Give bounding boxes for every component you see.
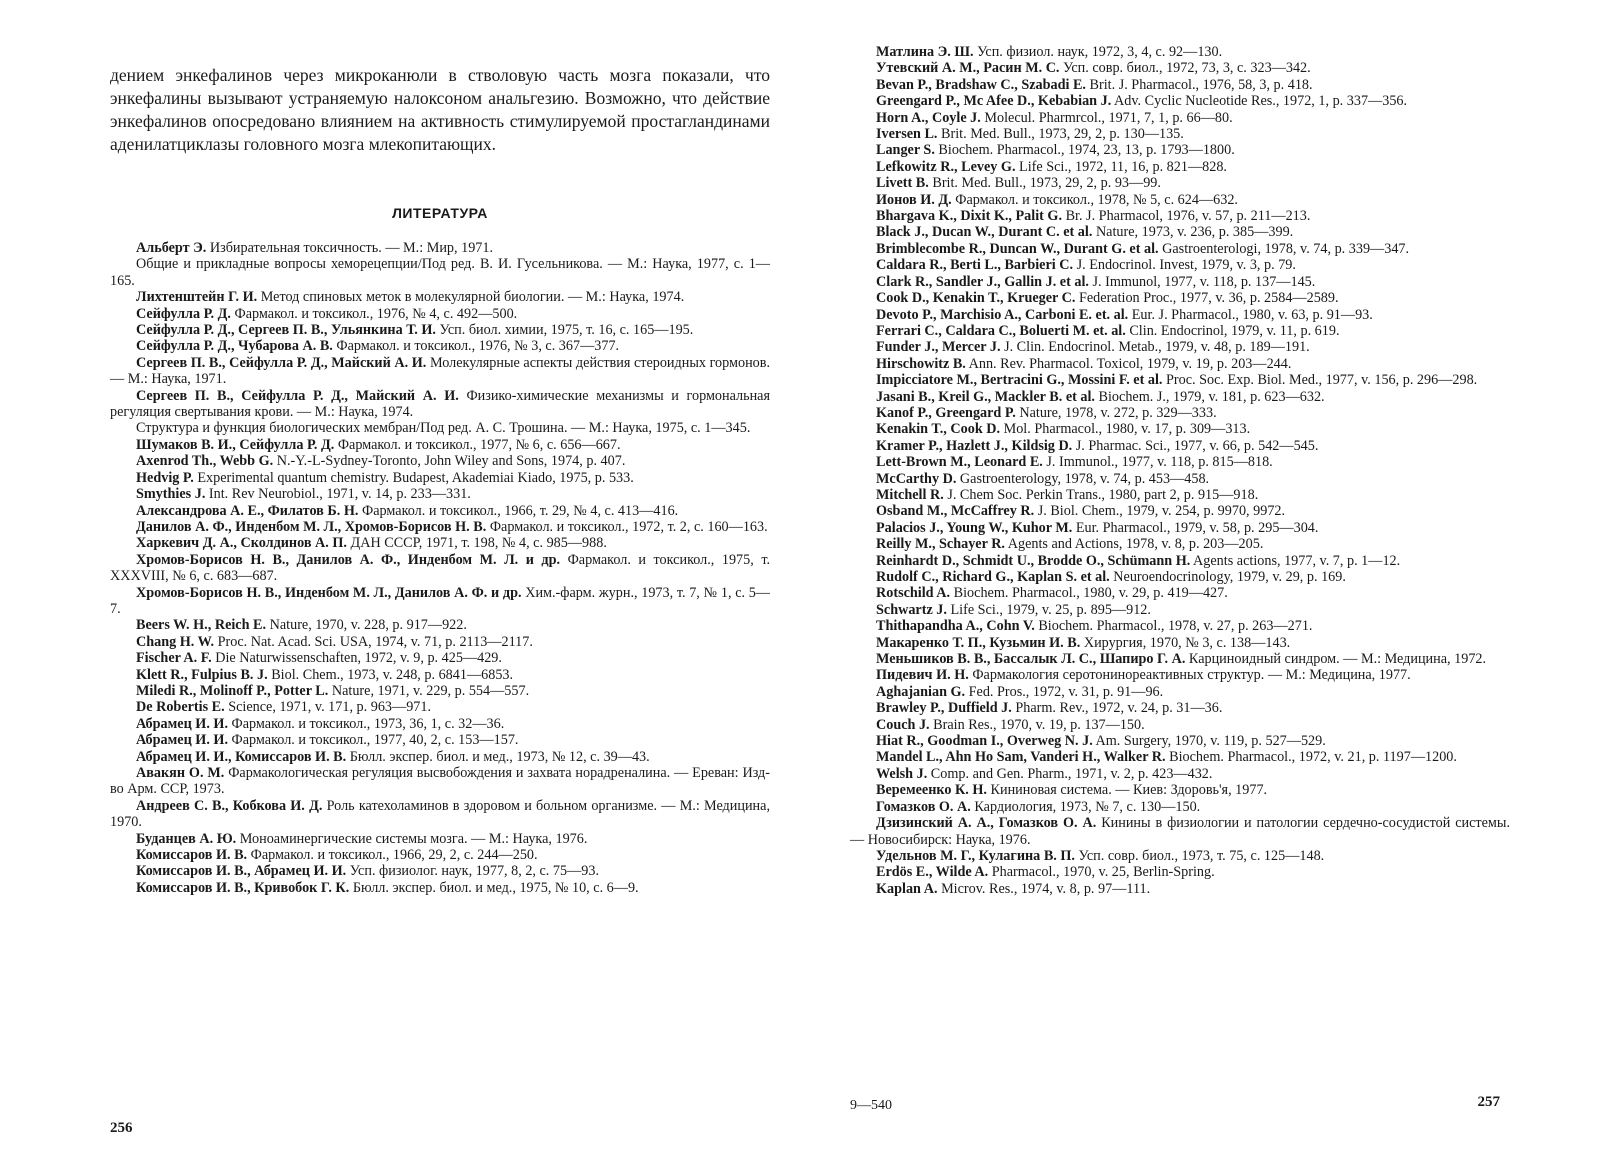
reference-details: Science, 1971, v. 171, p. 963—971. <box>224 699 432 716</box>
reference-authors: Буданцев А. Ю. <box>136 830 237 847</box>
reference-entry <box>110 437 770 453</box>
reference-entry <box>850 749 1510 765</box>
reference-entry <box>850 405 1510 421</box>
reference-entry <box>110 240 770 256</box>
reference-entry <box>850 602 1510 618</box>
reference-authors: Лихтенштейн Г. И. <box>136 289 258 306</box>
reference-authors: Андреев С. В., Кобкова И. Д. <box>136 797 323 814</box>
reference-details: Gastroenterologi, 1978, v. 74, p. 339—347. <box>1158 240 1410 257</box>
reference-entry <box>850 323 1510 339</box>
reference-authors: Osband M., McCaffrey R. <box>876 503 1035 520</box>
reference-authors: Kanof P., Greengard P. <box>876 404 1016 421</box>
reference-details: Кинины в физиологии и патологии сердечно-сосудистой системы. — Новосибирск: Наука, 1976. <box>850 815 1510 848</box>
reference-entry <box>850 717 1510 733</box>
reference-authors: Сергеев П. В., Сейфулла Р. Д., Майский А. И. <box>136 387 459 404</box>
reference-entry <box>110 798 770 831</box>
reference-authors: Welsh J. <box>876 765 928 782</box>
reference-authors: Kaplan A. <box>876 880 938 897</box>
reference-authors: Bevan P., Bradshaw C., Szabadi E. <box>876 76 1086 93</box>
reference-entry <box>850 438 1510 454</box>
reference-entry <box>110 486 770 502</box>
reference-details: Nature, 1978, v. 272, p. 329—333. <box>1015 404 1217 421</box>
reference-authors: Харкевич Д. А., Сколдинов А. П. <box>136 535 347 552</box>
reference-details: Метод спиновых меток в молекулярной биологии. — М.: Наука, 1974. <box>257 289 685 306</box>
reference-details: Biochem. Pharmacol., 1972, v. 21, p. 1197—1200. <box>1165 749 1457 766</box>
reference-entry <box>110 470 770 486</box>
reference-entry <box>850 848 1510 864</box>
reference-authors: Livett B. <box>876 175 929 192</box>
reference-authors: Beers W. H., Reich E. <box>136 617 267 634</box>
page-number-left: 256 <box>110 1120 133 1136</box>
reference-authors: Brimblecombe R., Duncan W., Durant G. et al. <box>876 240 1159 257</box>
reference-details: J. Pharmac. Sci., 1977, v. 66, p. 542—545. <box>1072 437 1319 454</box>
reference-entry <box>110 535 770 551</box>
reference-authors: Palacios J., Young W., Kuhor M. <box>876 519 1073 536</box>
reference-authors: Couch J. <box>876 716 930 733</box>
reference-entry <box>110 519 770 535</box>
reference-details: Хим.-фарм. журн., 1973, т. 7, № 1, с. 5—7. <box>110 584 770 617</box>
reference-authors: Сейфулла Р. Д. <box>136 305 231 322</box>
reference-details: Структура и функция биологических мембран/Под ред. А. С. Трошина. — М.: Наука, 1975, с. 1—345. <box>136 420 751 437</box>
reference-details: Agents actions, 1977, v. 7, p. 1—12. <box>1190 552 1401 569</box>
reference-entry <box>850 142 1510 158</box>
reference-entry <box>110 765 770 798</box>
reference-entry <box>850 487 1510 503</box>
reference-entry <box>850 44 1510 60</box>
reference-details: Фармакол. и токсикол., 1976, № 4, с. 492—500. <box>230 305 518 322</box>
reference-authors: Сейфулла Р. Д., Сергеев П. В., Ульянкина Т. И. <box>136 322 436 339</box>
reference-details: Proc. Nat. Acad. Sci. USA, 1974, v. 71, p. 2113—2117. <box>214 633 533 650</box>
reference-authors: Horn A., Coyle J. <box>876 109 981 126</box>
reference-list-left <box>110 240 770 896</box>
reference-details: J. Chem Soc. Perkin Trans., 1980, part 2, p. 915—918. <box>943 486 1259 503</box>
reference-details: Experimental quantum chemistry. Budapest, Akademiai Kiado, 1975, p. 533. <box>193 469 634 486</box>
reference-authors: Black J., Ducan W., Durant C. et al. <box>876 224 1093 241</box>
reference-details: Роль катехоламинов в здоровом и больном организме. — М.: Медицина, 1970. <box>110 797 770 831</box>
reference-details: Br. J. Pharmacol, 1976, v. 57, p. 211—213. <box>1062 208 1311 225</box>
reference-authors: Комиссаров И. В. <box>136 847 248 864</box>
reference-authors: Сергеев П. В., Сейфулла Р. Д., Майский А. И. <box>136 354 427 371</box>
reference-details: Фармакол. и токсикол., 1978, № 5, с. 624—632. <box>951 191 1238 208</box>
reference-details: Fed. Pros., 1972, v. 31, p. 91—96. <box>965 683 1164 700</box>
reference-entry <box>850 799 1510 815</box>
reference-entry <box>110 667 770 683</box>
reference-entry <box>850 815 1510 848</box>
reference-details: Life Sci., 1979, v. 25, p. 895—912. <box>946 601 1151 618</box>
reference-list-right <box>850 44 1510 897</box>
reference-authors: Bhargava K., Dixit K., Palit G. <box>876 208 1063 225</box>
reference-details: Фармакол. и токсикол., 1973, 36, 1, с. 32—36. <box>228 715 505 732</box>
reference-entry <box>850 241 1510 257</box>
reference-authors: Miledi R., Molinoff P., Potter L. <box>136 682 329 699</box>
reference-details: Nature, 1973, v. 236, p. 385—399. <box>1092 224 1294 241</box>
reference-authors: Утевский А. М., Расин М. С. <box>876 60 1060 77</box>
reference-details: Фармакол. и токсикол., 1975, т. XXXVIII, № 6, с. 683—687. <box>110 551 770 585</box>
reference-authors: Сейфулла Р. Д., Чубарова А. В. <box>136 338 333 355</box>
reference-details: Фармакологическая регуляция высвобождения и захвата норадреналина. — Ереван: Изд-во Арм. ССР, 1973. <box>110 765 770 798</box>
reference-authors: Greengard P., Mc Afee D., Kebabian J. <box>876 93 1112 110</box>
reference-authors: Абрамец И. И. <box>136 732 228 749</box>
reference-entry <box>110 617 770 633</box>
reference-details: Die Naturwissenschaften, 1972, v. 9, p. 425—429. <box>211 650 502 667</box>
reference-authors: Абрамец И. И., Комиссаров И. В. <box>136 748 347 765</box>
left-page <box>110 0 770 1176</box>
reference-details: Microv. Res., 1974, v. 8, p. 97—111. <box>937 880 1151 897</box>
reference-details: Brit. J. Pharmacol., 1976, 58, 3, p. 418. <box>1085 76 1313 93</box>
reference-entry <box>110 289 770 305</box>
reference-entry <box>110 503 770 519</box>
reference-entry <box>850 503 1510 519</box>
reference-entry <box>110 749 770 765</box>
reference-details: Neuroendocrinology, 1979, v. 29, p. 169. <box>1109 569 1346 585</box>
reference-details: Усп. физиол. наук, 1972, 3, 4, с. 92—130. <box>973 44 1223 60</box>
reference-details: Int. Rev Neurobiol., 1971, v. 14, p. 233—331. <box>205 486 471 503</box>
reference-authors: Langer S. <box>876 142 935 159</box>
reference-entry <box>850 356 1510 372</box>
reference-authors: Веремеенко К. Н. <box>876 782 987 799</box>
reference-entry <box>850 766 1510 782</box>
reference-authors: Devoto P., Marchisio A., Carboni E. et. al. <box>876 306 1129 323</box>
reference-details: Молекулярные аспекты действия стероидных гормонов. — М.: Наука, 1971. <box>110 354 771 388</box>
reference-entry <box>110 256 770 289</box>
reference-authors: Reinhardt D., Schmidt U., Brodde O., Schümann H. <box>876 552 1191 569</box>
reference-details: Кардиология, 1973, № 7, с. 130—150. <box>970 798 1201 815</box>
reference-details: Фармакол. и токсикол., 1976, № 3, с. 367—377. <box>332 338 620 355</box>
reference-authors: Rotschild A. <box>876 585 951 602</box>
reference-details: Хирургия, 1970, № 3, с. 138—143. <box>1080 634 1291 651</box>
reference-authors: Thithapandha A., Cohn V. <box>876 618 1035 635</box>
reference-details: Pharm. Rev., 1972, v. 24, p. 31—36. <box>1011 700 1223 717</box>
reference-authors: Brawley P., Duffield J. <box>876 700 1012 717</box>
reference-entry <box>850 782 1510 798</box>
reference-entry <box>850 274 1510 290</box>
reference-entry <box>850 224 1510 240</box>
reference-entry <box>850 700 1510 716</box>
reference-authors: Комиссаров И. В., Абрамец И. И. <box>136 863 347 880</box>
reference-authors: McCarthy D. <box>876 470 957 487</box>
reference-entry <box>850 110 1510 126</box>
reference-entry <box>850 471 1510 487</box>
reference-authors: Jasani B., Kreil G., Mackler B. et al. <box>876 388 1095 405</box>
intro-paragraph: дением энкефалинов через микроканюли в стволовую часть мозга показали, что энкефалины вызывают устраняемую налоксоном анальгезию. Возможно, что действие энкефалинов опосредовано влиянием на активность стимулируемой простагландинами аденилатциклазы головного мозга млекопитающих. <box>110 65 770 154</box>
reference-entry <box>110 831 770 847</box>
reference-entry <box>850 192 1510 208</box>
reference-details: Избирательная токсичность. — М.: Мир, 1971. <box>206 240 494 256</box>
reference-details: J. Endocrinol. Invest, 1979, v. 3, p. 79. <box>1073 257 1296 274</box>
references-heading: ЛИТЕРАТУРА <box>392 205 488 221</box>
reference-details: J. Immunol., 1977, v. 118, p. 815—818. <box>1042 454 1273 471</box>
reference-details: Усп. совр. биол., 1973, т. 75, с. 125—148. <box>1074 847 1325 864</box>
reference-details: Ann. Rev. Pharmacol. Toxicol, 1979, v. 19, p. 203—244. <box>965 355 1292 372</box>
reference-authors: Шумаков В. И., Сейфулла Р. Д. <box>136 436 335 453</box>
reference-entry <box>850 864 1510 880</box>
reference-entry <box>850 339 1510 355</box>
reference-entry <box>110 683 770 699</box>
reference-details: Фармакол. и токсикол., 1966, т. 29, № 4, с. 413—416. <box>358 502 679 519</box>
reference-authors: Матлина Э. Ш. <box>876 44 974 60</box>
reference-entry <box>850 635 1510 651</box>
reference-details: Biochem. J., 1979, v. 181, p. 623—632. <box>1094 388 1325 405</box>
reference-entry <box>850 651 1510 667</box>
reference-details: Biochem. Pharmacol., 1978, v. 27, p. 263—271. <box>1034 618 1313 635</box>
reference-entry <box>110 453 770 469</box>
reference-authors: Удельнов М. Г., Кулагина В. П. <box>876 847 1075 864</box>
reference-entry <box>110 420 770 436</box>
reference-details: Кининовая система. — Киев: Здоровь'я, 1977. <box>986 782 1268 799</box>
reference-entry <box>110 732 770 748</box>
reference-entry <box>850 93 1510 109</box>
reference-details: Фармакол. и токсикол., 1966, 29, 2, с. 244—250. <box>247 847 538 864</box>
reference-authors: Хромов-Борисов Н. В., Инденбом М. Л., Данилов А. Ф. и др. <box>136 584 522 601</box>
reference-details: J. Immunol, 1977, v. 118, p. 137—145. <box>1088 273 1316 290</box>
reference-details: Am. Surgery, 1970, v. 119, p. 527—529. <box>1092 733 1326 750</box>
reference-entry <box>850 585 1510 601</box>
reference-entry <box>110 388 770 421</box>
reference-entry <box>110 847 770 863</box>
reference-entry <box>110 716 770 732</box>
reference-authors: Абрамец И. И. <box>136 715 228 732</box>
reference-entry <box>850 881 1510 897</box>
reference-authors: Mitchell R. <box>876 486 944 503</box>
reference-authors: Lett-Brown M., Leonard E. <box>876 454 1043 471</box>
reference-details: Adv. Cyclic Nucleotide Res., 1972, 1, p. 337—356. <box>1111 93 1408 110</box>
reference-entry <box>850 684 1510 700</box>
reference-details: Фармакол. и токсикол., 1977, 40, 2, с. 153—157. <box>228 732 519 749</box>
reference-entry <box>850 60 1510 76</box>
reference-authors: Альберт Э. <box>136 240 207 256</box>
reference-details: ДАН СССР, 1971, т. 198, № 4, с. 985—988. <box>346 535 607 552</box>
reference-entry <box>850 77 1510 93</box>
reference-details: Nature, 1971, v. 229, p. 554—557. <box>328 682 530 699</box>
reference-authors: Пидевич И. Н. <box>876 667 969 684</box>
reference-details: J. Clin. Endocrinol. Metab., 1979, v. 48, p. 189—191. <box>1000 339 1310 356</box>
reference-details: Federation Proc., 1977, v. 36, p. 2584—2589. <box>1075 290 1339 307</box>
page-number-right: 257 <box>1477 1094 1500 1110</box>
reference-details: Brit. Med. Bull., 1973, 29, 2, p. 130—135. <box>937 126 1184 143</box>
reference-details: Pharmacol., 1970, v. 25, Berlin-Spring. <box>988 864 1215 881</box>
reference-entry <box>850 667 1510 683</box>
reference-authors: Ионов И. Д. <box>876 191 952 208</box>
reference-details: Agents and Actions, 1978, v. 8, p. 203—205. <box>1004 536 1264 553</box>
reference-details: Общие и прикладные вопросы хеморецепции/Под ред. В. И. Гусельникова. — М.: Наука, 1977, с. 1—165. <box>110 256 770 289</box>
reference-entry <box>110 699 770 715</box>
reference-entry <box>850 290 1510 306</box>
reference-entry <box>110 880 770 896</box>
reference-details: Усп. физиолог. наук, 1977, 8, 2, с. 75—93. <box>346 863 600 880</box>
reference-authors: Chang H. W. <box>136 633 215 650</box>
reference-authors: Kenakin T., Cook D. <box>876 421 1001 438</box>
reference-entry <box>850 307 1510 323</box>
reference-details: Физико-химические механизмы и гормональная регуляция свертывания крови. — М.: Наука, 1974. <box>110 387 770 421</box>
reference-authors: Cook D., Kenakin T., Krueger C. <box>876 290 1076 307</box>
reference-authors: Clark R., Sandler J., Gallin J. et al. <box>876 273 1089 290</box>
reference-entry <box>850 126 1510 142</box>
reference-entry <box>110 322 770 338</box>
reference-authors: Комиссаров И. В., Кривобок Г. К. <box>136 879 350 896</box>
reference-details: Nature, 1970, v. 228, p. 917—922. <box>266 617 467 634</box>
reference-details: Mol. Pharmacol., 1980, v. 17, p. 309—313. <box>1000 421 1251 438</box>
reference-authors: Данилов А. Ф., Инденбом М. Л., Хромов-Борисов Н. В. <box>136 518 487 535</box>
reference-entry <box>110 634 770 650</box>
reference-authors: Макаренко Т. П., Кузьмин И. В. <box>876 634 1081 651</box>
reference-entry <box>110 650 770 666</box>
reference-authors: Дзизинский А. А., Гомазков О. А. <box>876 815 1097 832</box>
reference-details: Фармакол. и токсикол., 1977, № 6, с. 656—667. <box>334 436 621 453</box>
reference-authors: Lefkowitz R., Levey G. <box>876 158 1016 175</box>
reference-authors: Impicciatore M., Bertracini G., Mossini F. et al. <box>876 372 1163 389</box>
reference-authors: Меньшиков В. В., Бассалык Л. С., Шапиро Г. А. <box>876 651 1186 668</box>
reference-authors: Mandel L., Ahn Ho Sam, Vanderi H., Walker R. <box>876 749 1166 766</box>
reference-details: Proc. Soc. Exp. Biol. Med., 1977, v. 156, p. 296—298. <box>1162 372 1478 389</box>
reference-entry <box>850 536 1510 552</box>
reference-details: Усп. биол. химии, 1975, т. 16, с. 165—195. <box>435 322 694 339</box>
reference-details: Biochem. Pharmacol., 1974, 23, 13, p. 1793—1800. <box>934 142 1235 159</box>
reference-details: Усп. совр. биол., 1972, 73, 3, с. 323—342. <box>1059 60 1311 77</box>
reference-entry <box>850 175 1510 191</box>
reference-details: Карциноидный синдром. — М.: Медицина, 1972. <box>1185 651 1487 668</box>
reference-details: Бюлл. экспер. биол. и мед., 1975, № 10, с. 6—9. <box>349 879 639 896</box>
reference-details: Eur. Pharmacol., 1979, v. 58, p. 295—304. <box>1072 519 1319 536</box>
reference-authors: Axenrod Th., Webb G. <box>136 453 274 470</box>
reference-authors: Erdös E., Wilde A. <box>876 864 989 881</box>
reference-authors: Iversen L. <box>876 126 938 143</box>
reference-entry <box>850 159 1510 175</box>
reference-entry <box>850 569 1510 585</box>
reference-entry <box>110 306 770 322</box>
reference-entry <box>110 552 770 585</box>
right-page <box>850 0 1510 1176</box>
reference-entry <box>110 863 770 879</box>
reference-entry <box>850 372 1510 388</box>
reference-details: Моноаминергические системы мозга. — М.: Наука, 1976. <box>236 830 588 847</box>
reference-details: Biol. Chem., 1973, v. 248, p. 6841—6853. <box>267 666 514 683</box>
reference-details: Clin. Endocrinol, 1979, v. 11, p. 619. <box>1125 322 1340 339</box>
reference-authors: Caldara R., Berti L., Barbieri C. <box>876 257 1074 274</box>
reference-authors: Aghajanian G. <box>876 683 966 700</box>
reference-authors: Rudolf C., Richard G., Kaplan S. et al. <box>876 569 1110 585</box>
reference-authors: Schwartz J. <box>876 601 947 618</box>
reference-authors: Funder J., Mercer J. <box>876 339 1001 356</box>
reference-authors: Авакян О. М. <box>136 765 225 781</box>
reference-entry <box>850 208 1510 224</box>
reference-details: Бюлл. экспер. биол. и мед., 1973, № 12, с. 39—43. <box>346 748 650 765</box>
reference-authors: Ferrari C., Caldara C., Boluerti M. et. al. <box>876 322 1126 339</box>
reference-details: Brit. Med. Bull., 1973, 29, 2, p. 93—99. <box>928 175 1161 192</box>
reference-authors: Klett R., Fulpius B. J. <box>136 666 268 683</box>
reference-entry <box>110 585 770 618</box>
reference-details: Eur. J. Pharmacol., 1980, v. 63, p. 91—93. <box>1128 306 1373 323</box>
reference-details: Фармакол. и токсикол., 1972, т. 2, с. 160—163. <box>486 518 768 535</box>
reference-details: Molecul. Pharmrcol., 1971, 7, 1, p. 66—80. <box>980 109 1233 126</box>
reference-authors: Александрова А. Е., Филатов Б. Н. <box>136 502 359 519</box>
reference-details: J. Biol. Chem., 1979, v. 254, p. 9970, 9972. <box>1034 503 1286 520</box>
reference-entry <box>850 733 1510 749</box>
reference-authors: Fischer A. F. <box>136 650 212 667</box>
reference-details: N.-Y.-L-Sydney-Toronto, John Wiley and Sons, 1974, p. 407. <box>273 453 626 470</box>
reference-details: Brain Res., 1970, v. 19, p. 137—150. <box>929 716 1145 733</box>
reference-authors: Kramer P., Hazlett J., Kildsig D. <box>876 437 1073 454</box>
reference-authors: Smythies J. <box>136 486 206 503</box>
reference-authors: Reilly M., Schayer R. <box>876 536 1005 553</box>
reference-authors: Гомазков О. А. <box>876 798 971 815</box>
reference-authors: De Robertis E. <box>136 699 225 716</box>
reference-authors: Hiat R., Goodman I., Overweg N. J. <box>876 733 1093 750</box>
reference-entry <box>850 257 1510 273</box>
reference-entry <box>850 553 1510 569</box>
reference-entry <box>850 520 1510 536</box>
printer-signature: 9—540 <box>850 1098 892 1113</box>
reference-entry <box>850 421 1510 437</box>
reference-details: Biochem. Pharmacol., 1980, v. 29, p. 419—427. <box>950 585 1228 602</box>
reference-entry <box>110 355 770 388</box>
reference-entry <box>850 454 1510 470</box>
reference-details: Gastroenterology, 1978, v. 74, p. 453—458. <box>956 470 1210 487</box>
reference-authors: Хромов-Борисов Н. В., Данилов А. Ф., Инденбом М. Л. и др. <box>136 551 561 568</box>
reference-authors: Hedvig P. <box>136 469 194 486</box>
reference-details: Life Sci., 1972, 11, 16, p. 821—828. <box>1015 158 1227 175</box>
reference-entry <box>110 338 770 354</box>
reference-authors: Hirschowitz B. <box>876 355 966 372</box>
reference-entry <box>850 389 1510 405</box>
reference-entry <box>850 618 1510 634</box>
reference-details: Comp. and Gen. Pharm., 1971, v. 2, p. 423—432. <box>927 765 1213 782</box>
reference-details: Фармакология серотонинореактивных структур. — М.: Медицина, 1977. <box>968 667 1411 684</box>
